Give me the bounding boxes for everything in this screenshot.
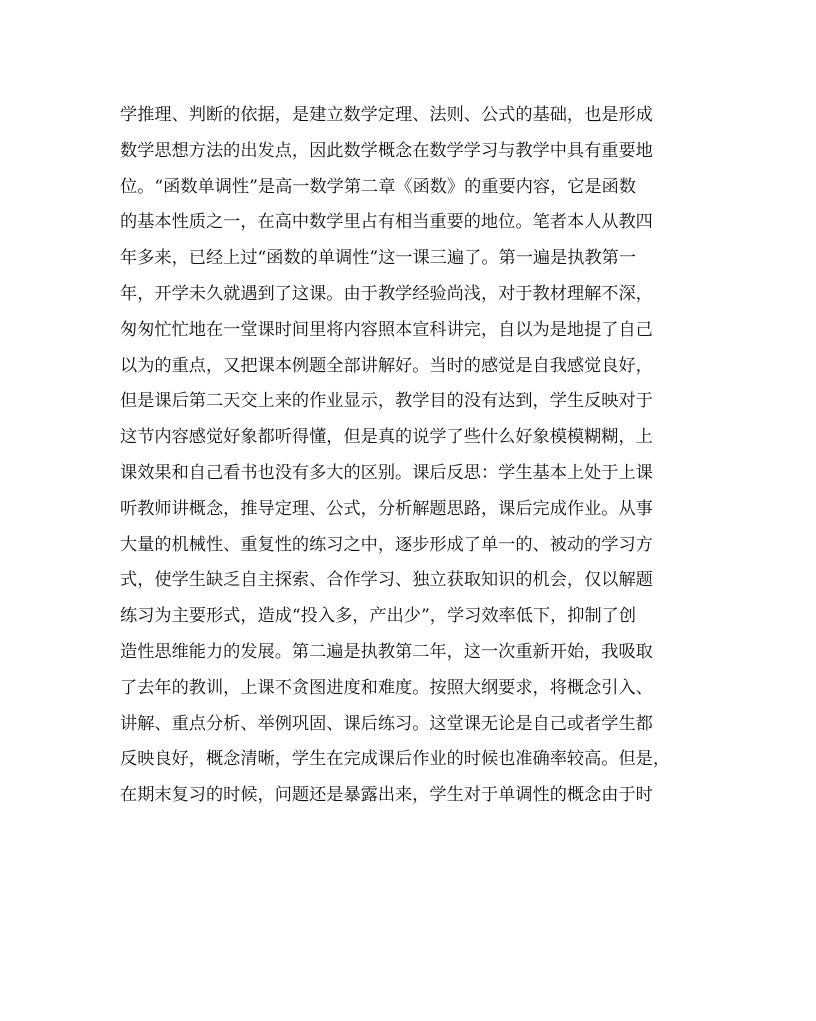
body-paragraph <box>120 98 700 814</box>
text-line: 大量的机械性、重复性的练习之中，逐步形成了单一的、被动的学习方 <box>120 534 653 555</box>
text-line: 听教师讲概念，推导定理、公式，分析解题思路，课后完成作业。从事 <box>120 498 653 519</box>
text-line: 了去年的教训，上课不贪图进度和难度。按照大纲要求，将概念引入、 <box>120 677 653 698</box>
text-line: 讲解、重点分析、举例巩固、课后练习。这堂课无论是自己或者学生都 <box>120 713 653 734</box>
text-line: 以为的重点，又把课本例题全部讲解好。当时的感觉是自我感觉良好， <box>120 355 653 376</box>
text-line: 数学思想方法的出发点，因此数学概念在数学学习与教学中具有重要地 <box>120 140 653 161</box>
text-line: 造性思维能力的发展。第二遍是执教第二年，这一次重新开始，我吸取 <box>120 641 653 662</box>
text-line: 匆匆忙忙地在一堂课时间里将内容照本宣科讲完，自以为是地提了自己 <box>120 319 653 340</box>
text-line: 课效果和自己看书也没有多大的区别。课后反思：学生基本上处于上课 <box>120 462 653 483</box>
text-line: 但是课后第二天交上来的作业显示，教学目的没有达到，学生反映对于 <box>120 391 653 412</box>
text-line: 的基本性质之一，在高中数学里占有相当重要的地位。笔者本人从教四 <box>120 212 653 233</box>
text-line: 年，开学未久就遇到了这课。由于教学经验尚浅，对于教材理解不深， <box>120 283 653 304</box>
text-line: 年多来，已经上过“函数的单调性”这一课三遍了。第一遍是执教第一 <box>120 248 637 269</box>
text-line: 位。“函数单调性”是高一数学第二章《函数》的重要内容，它是函数 <box>120 176 637 197</box>
text-line: 式，使学生缺乏自主探索、合作学习、独立获取知识的机会，仅以解题 <box>120 570 653 591</box>
text-line: 这节内容感觉好象都听得懂，但是真的说学了些什么好象模模糊糊，上 <box>120 427 653 448</box>
text-line: 反映良好，概念清晰，学生在完成课后作业的时候也准确率较高。但是， <box>120 749 671 770</box>
text-line: 学推理、判断的依据，是建立数学定理、法则、公式的基础，也是形成 <box>120 105 653 125</box>
text-line: 练习为主要形式，造成“投入多，产出少”，学习效率低下，抑制了创 <box>120 606 637 627</box>
text-line: 在期末复习的时候，问题还是暴露出来，学生对于单调性的概念由于时 <box>120 785 653 806</box>
